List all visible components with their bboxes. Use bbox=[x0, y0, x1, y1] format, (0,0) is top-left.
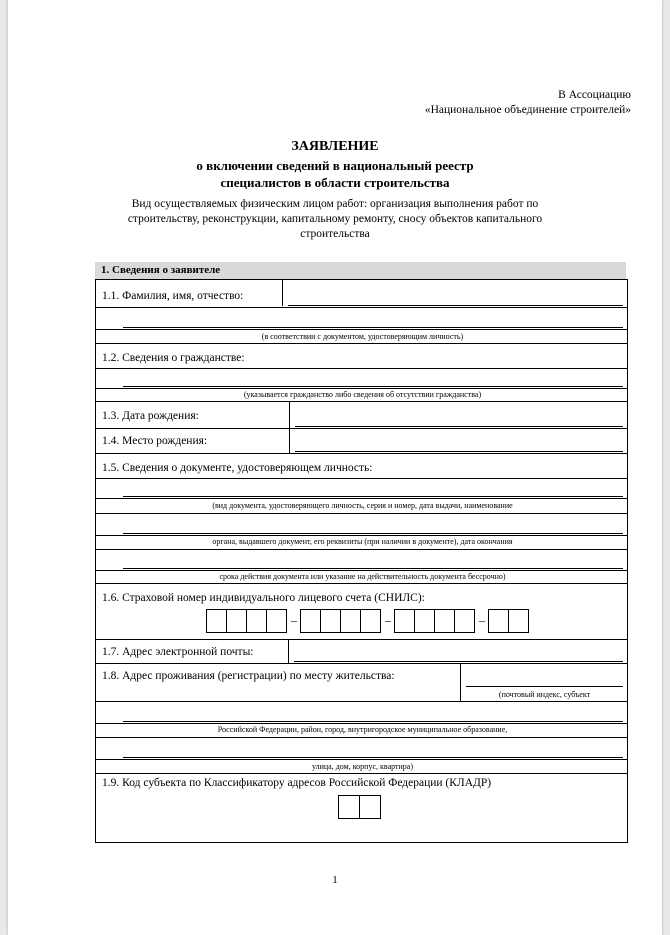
addressee-line-2: «Национальное объединение строителей» bbox=[424, 104, 631, 116]
cell-divider bbox=[282, 280, 283, 306]
row-divider bbox=[96, 535, 627, 536]
address-input-line-2[interactable] bbox=[123, 721, 623, 722]
snils-digit-box[interactable] bbox=[320, 609, 341, 633]
row-divider bbox=[96, 453, 627, 454]
row-divider bbox=[96, 663, 627, 664]
row-divider bbox=[96, 498, 627, 499]
hint-identity-doc-3: срока действия документа или указание на действительность документа бессрочно) bbox=[219, 572, 506, 581]
hint-address-3: улица, дом, корпус, квартира) bbox=[311, 762, 414, 771]
snils-separator: – bbox=[385, 613, 391, 627]
label-birth-date: 1.3. Дата рождения: bbox=[102, 410, 199, 422]
birth-place-input-line[interactable] bbox=[295, 451, 623, 452]
email-input-line[interactable] bbox=[294, 661, 623, 662]
snils-digit-box[interactable] bbox=[360, 609, 381, 633]
label-residence-address: 1.8. Адрес проживания (регистрации) по месту жительства: bbox=[102, 670, 395, 682]
page-number: 1 bbox=[332, 874, 338, 886]
kladr-code-boxes[interactable] bbox=[339, 795, 381, 819]
address-input-line-3[interactable] bbox=[123, 757, 623, 758]
snils-separator: – bbox=[479, 613, 485, 627]
snils-digit-box[interactable] bbox=[414, 609, 435, 633]
snils-digit-box[interactable] bbox=[394, 609, 415, 633]
citizenship-input-line[interactable] bbox=[123, 386, 623, 387]
label-identity-document: 1.5. Сведения о документе, удостоверяющем личность: bbox=[102, 462, 373, 474]
full-name-input-line-2[interactable] bbox=[123, 327, 623, 328]
applicant-info-form bbox=[95, 279, 628, 843]
row-divider bbox=[96, 759, 627, 760]
snils-separator: – bbox=[291, 613, 297, 627]
snils-digit-box[interactable] bbox=[454, 609, 475, 633]
snils-digit-box[interactable] bbox=[226, 609, 247, 633]
row-divider bbox=[96, 549, 627, 550]
row-divider bbox=[96, 639, 627, 640]
kladr-digit-box[interactable] bbox=[359, 795, 381, 819]
full-name-input-line-1[interactable] bbox=[288, 305, 623, 306]
cell-divider bbox=[289, 401, 290, 453]
row-divider bbox=[96, 723, 627, 724]
label-full-name: 1.1. Фамилия, имя, отчество: bbox=[102, 290, 244, 302]
row-divider bbox=[96, 401, 627, 402]
row-divider bbox=[96, 329, 627, 330]
kladr-digit-box[interactable] bbox=[338, 795, 360, 819]
snils-digit-box[interactable] bbox=[300, 609, 321, 633]
section-1-heading bbox=[95, 262, 626, 279]
hint-address-2: Российской Федерации, район, город, внутригородское муниципальное образование, bbox=[217, 725, 508, 734]
hint-full-name: (в соответствии с документом, удостоверяющим личность) bbox=[261, 332, 464, 341]
row-divider bbox=[96, 428, 627, 429]
addressee-line-1: В Ассоциацию bbox=[558, 89, 631, 101]
snils-input-boxes[interactable] bbox=[207, 609, 529, 633]
row-divider bbox=[96, 343, 627, 344]
row-divider bbox=[96, 388, 627, 389]
label-kladr-code: 1.9. Код субъекта по Классификатору адресов Российской Федерации (КЛАДР) bbox=[102, 777, 492, 789]
label-email: 1.7. Адрес электронной почты: bbox=[102, 646, 254, 658]
row-divider bbox=[96, 737, 627, 738]
snils-digit-box[interactable] bbox=[246, 609, 267, 633]
row-divider bbox=[96, 513, 627, 514]
row-divider bbox=[96, 701, 627, 702]
document-title-line-2: о включении сведений в национальный реестр bbox=[196, 158, 474, 173]
snils-digit-box[interactable] bbox=[340, 609, 361, 633]
snils-digit-box[interactable] bbox=[434, 609, 455, 633]
row-divider bbox=[96, 773, 627, 774]
row-divider bbox=[96, 307, 627, 308]
address-input-line-1[interactable] bbox=[466, 686, 623, 687]
snils-digit-box[interactable] bbox=[266, 609, 287, 633]
work-type-description: Вид осуществляемых физическим лицом работ: организация выполнения работ по строительству, реконструкции, капитальному ремонту, сносу объектов капитального строительства bbox=[127, 198, 543, 240]
row-divider bbox=[96, 368, 627, 369]
label-citizenship: 1.2. Сведения о гражданстве: bbox=[102, 352, 245, 364]
addressee-block bbox=[425, 88, 631, 118]
identity-doc-input-line-1[interactable] bbox=[123, 496, 623, 497]
cell-divider bbox=[288, 639, 289, 663]
snils-digit-box[interactable] bbox=[488, 609, 509, 633]
section-1-heading-text: 1. Сведения о заявителе bbox=[101, 264, 221, 276]
hint-address-1: (почтовый индекс, субъект bbox=[498, 690, 591, 699]
document-title: ЗАЯВЛЕНИЕ bbox=[291, 139, 379, 154]
label-snils: 1.6. Страховой номер индивидуального лицевого счета (СНИЛС): bbox=[102, 592, 425, 604]
document-title-line-3: специалистов в области строительства bbox=[220, 175, 450, 190]
label-birth-place: 1.4. Место рождения: bbox=[102, 435, 208, 447]
identity-doc-input-line-3[interactable] bbox=[123, 568, 623, 569]
snils-digit-box[interactable] bbox=[206, 609, 227, 633]
row-divider bbox=[96, 570, 627, 571]
row-divider bbox=[96, 583, 627, 584]
snils-digit-box[interactable] bbox=[508, 609, 529, 633]
identity-doc-input-line-2[interactable] bbox=[123, 533, 623, 534]
hint-identity-doc-2: органа, выдавшего документ, его реквизиты (при наличии в документе), дата окончания bbox=[212, 537, 513, 546]
hint-citizenship: (указывается гражданство либо сведения об отсутствии гражданства) bbox=[243, 390, 482, 399]
birth-date-input-line[interactable] bbox=[295, 426, 623, 427]
hint-identity-doc-1: (вид документа, удостоверяющего личность, серия и номер, дата выдачи, наименование bbox=[212, 501, 513, 510]
row-divider bbox=[96, 478, 627, 479]
